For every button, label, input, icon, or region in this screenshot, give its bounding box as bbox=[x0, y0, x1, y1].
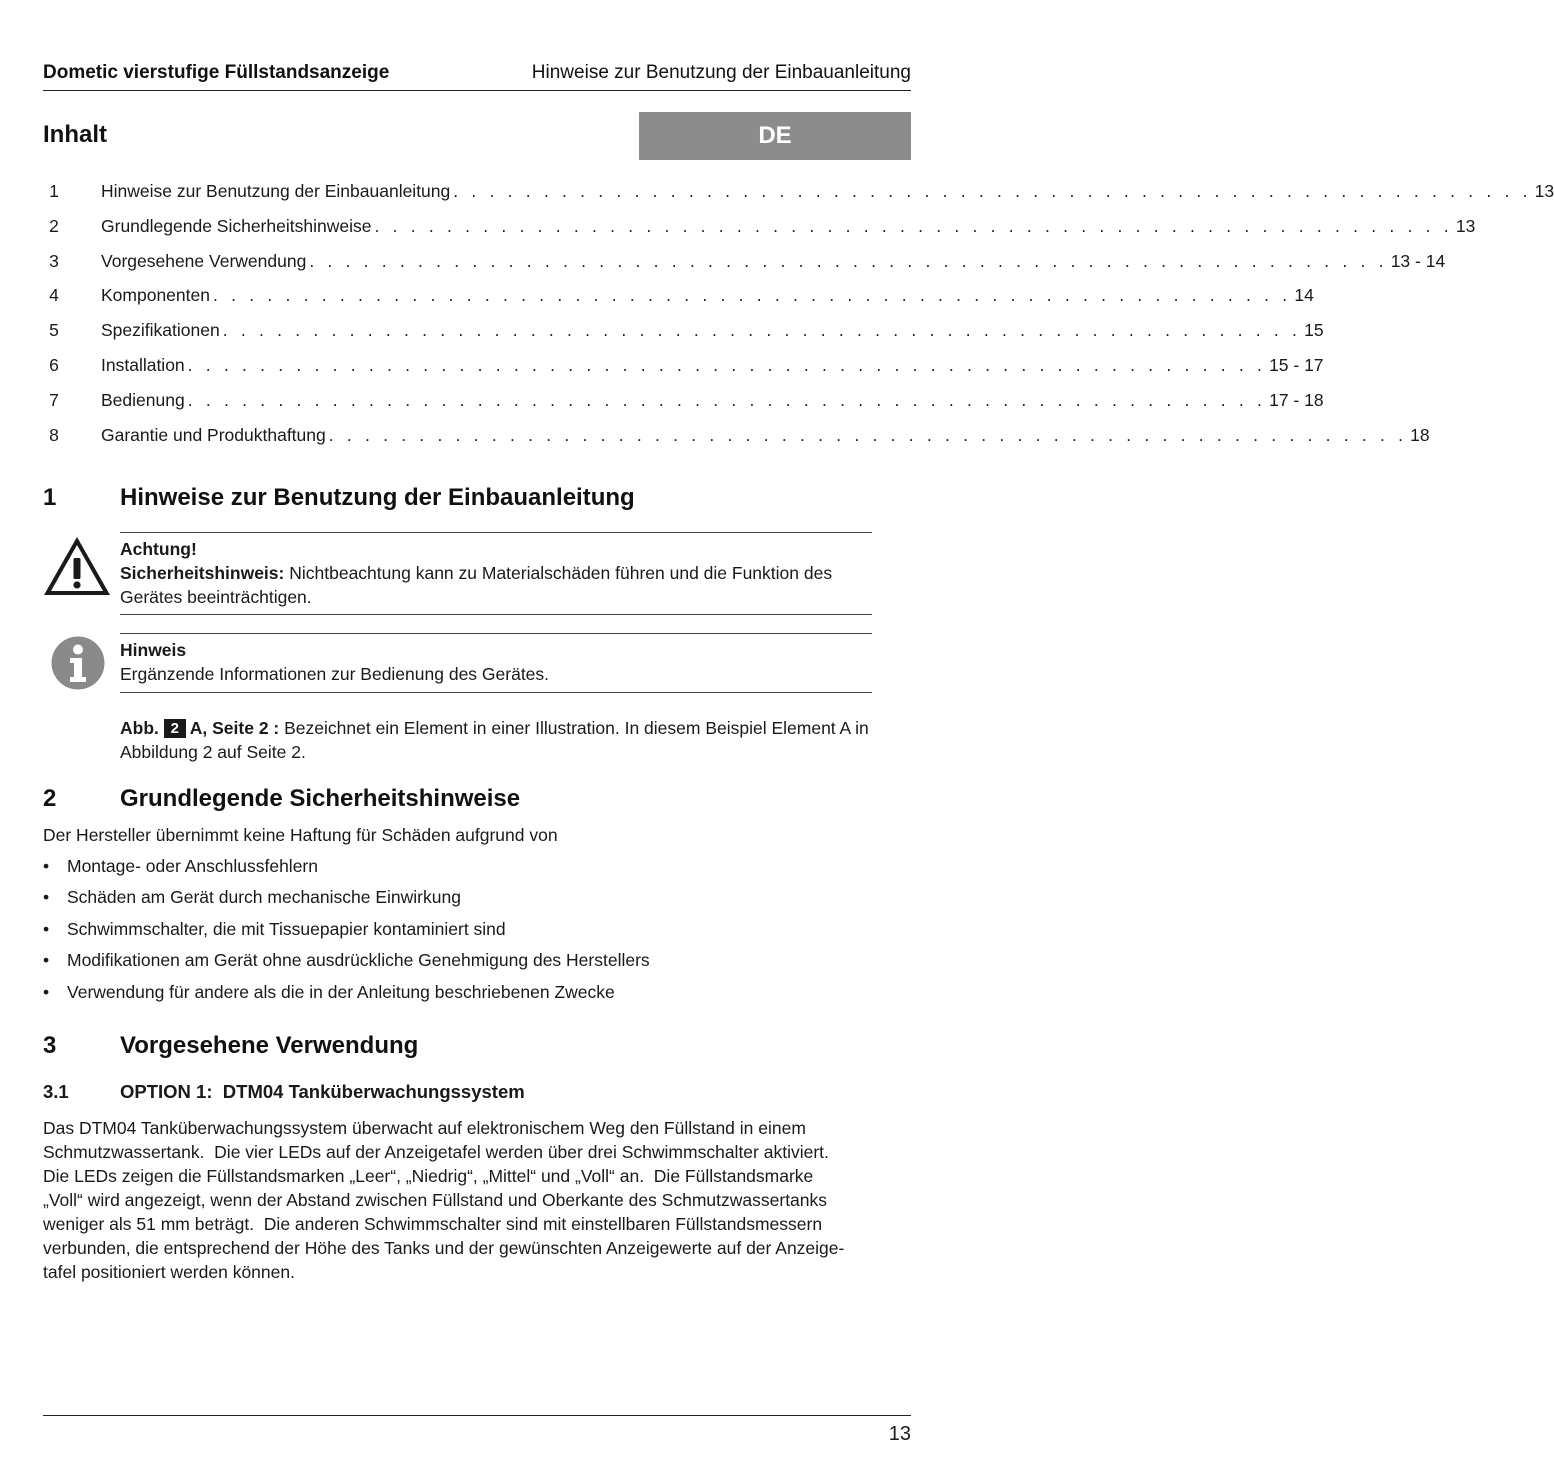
note-bottom-rule bbox=[120, 692, 872, 693]
toc-title: Installation bbox=[101, 354, 185, 375]
warning-title: Achtung! bbox=[120, 539, 197, 559]
toc-leader: . . . . . . . . . . . . . . . . . . . . . . . . . . . . . . . . . . . . . . . . . . . . . . . . . . . . . . . . . . . . bbox=[453, 181, 1532, 201]
toc-row[interactable] bbox=[43, 385, 1324, 420]
toc-page: 15 - 17 bbox=[1269, 354, 1324, 375]
toc-number: 1 bbox=[49, 181, 59, 201]
list-item: • Modifikationen am Gerät ohne ausdrückliche Genehmigung des Herstellers bbox=[43, 946, 903, 977]
page-number: 13 bbox=[888, 1423, 911, 1445]
toc-leader: . . . . . . . . . . . . . . . . . . . . . . . . . . . . . . . . . . . . . . . . . . . . . . . . . . . . . . . . . . . . bbox=[374, 215, 1453, 236]
section-title: Hinweise zur Benutzung der Einbauanleitung bbox=[120, 484, 635, 511]
list-item: • Schwimmschalter, die mit Tissuepapier kontaminiert sind bbox=[43, 915, 903, 946]
toc-page: 13 bbox=[1534, 181, 1554, 201]
subsection-3-1-heading bbox=[43, 1080, 903, 1104]
warning-bottom-rule bbox=[120, 614, 872, 615]
toc-page: 15 bbox=[1304, 320, 1324, 341]
toc-leader: . . . . . . . . . . . . . . . . . . . . . . . . . . . . . . . . . . . . . . . . . . . . . . . . . . . . . . . . . . . . bbox=[222, 320, 1302, 341]
toc-page: 13 - 14 bbox=[1390, 250, 1446, 271]
toc-row[interactable] bbox=[43, 211, 1476, 246]
toc-title: Bedienung bbox=[101, 389, 185, 410]
toc-row[interactable] bbox=[43, 420, 1430, 455]
language-tab: DE bbox=[639, 112, 911, 160]
toc-row[interactable] bbox=[43, 280, 1314, 315]
section-number: 2 bbox=[43, 785, 57, 812]
document-title: Dometic vierstufige Füllstandsanzeige bbox=[43, 62, 390, 83]
warning-label: Sicherheitshinweis: bbox=[120, 563, 285, 583]
table-of-contents bbox=[43, 176, 1554, 454]
toc-leader: . . . . . . . . . . . . . . . . . . . . . . . . . . . . . . . . . . . . . . . . . . . . . . . . . . . . . . . . . . . . bbox=[328, 424, 1408, 445]
toc-page: 18 bbox=[1410, 424, 1430, 445]
figure-ref-text: Bezeichnet ein Element in einer Illustration. In diesem Beispiel Element A in Abbildung 2 auf Seite 2. bbox=[120, 718, 869, 762]
toc-row[interactable] bbox=[43, 350, 1324, 385]
toc-heading: Inhalt bbox=[43, 121, 107, 148]
subsection-title: OPTION 1: DTM04 Tanküberwachungssystem bbox=[120, 1081, 525, 1102]
toc-number: 7 bbox=[49, 389, 59, 410]
running-header-section: Hinweise zur Benutzung der Einbauanleitung bbox=[531, 62, 911, 83]
section-1-heading bbox=[43, 483, 903, 513]
paragraph-line: tafel positioniert werden können. bbox=[43, 1262, 295, 1282]
note-text: Ergänzende Informationen zur Bedienung des Gerätes. bbox=[120, 664, 550, 684]
footer-divider bbox=[43, 1415, 911, 1416]
toc-number: 8 bbox=[49, 424, 59, 445]
toc-page: 13 bbox=[1455, 215, 1476, 236]
list-item: • Schäden am Gerät durch mechanische Einwirkung bbox=[43, 883, 903, 914]
toc-title: Hinweise zur Benutzung der Einbauanleitung bbox=[101, 181, 451, 201]
figure-number-badge: 2 bbox=[164, 719, 186, 738]
figure-ref-target: A, Seite 2 : bbox=[189, 718, 280, 738]
toc-number: 3 bbox=[49, 250, 59, 271]
toc-number: 2 bbox=[49, 215, 59, 236]
section-title: Vorgesehene Verwendung bbox=[120, 1032, 419, 1059]
section-title: Grundlegende Sicherheitshinweise bbox=[120, 785, 521, 812]
figure-reference bbox=[120, 716, 880, 764]
toc-row[interactable] bbox=[43, 246, 1446, 281]
toc-number: 5 bbox=[49, 320, 59, 341]
warning-text: Nichtbeachtung kann zu Materialschäden führen und die Funktion des Gerätes beeinträchtigen. bbox=[120, 563, 833, 607]
toc-title: Garantie und Produkthaftung bbox=[101, 424, 326, 445]
section-3-paragraph bbox=[43, 1116, 923, 1284]
header-divider bbox=[43, 90, 911, 91]
figure-ref-label: Abb. bbox=[120, 718, 159, 738]
paragraph-line: verbunden, die entsprechend der Höhe des Tanks und der gewünschten Anzeigewerte auf der Anzeige- bbox=[43, 1238, 845, 1258]
paragraph-line: Schmutzwassertank. Die vier LEDs auf der Anzeigetafel werden über drei Schwimmschalter aktiviert. bbox=[43, 1142, 829, 1162]
toc-leader: . . . . . . . . . . . . . . . . . . . . . . . . . . . . . . . . . . . . . . . . . . . . . . . . . . . . . . . . . . . . bbox=[187, 389, 1267, 410]
paragraph-line: „Voll“ wird angezeigt, wenn der Abstand zwischen Füllstand und Oberkante des Schmutzwassertanks bbox=[43, 1190, 828, 1210]
toc-title: Komponenten bbox=[101, 285, 210, 306]
warning-triangle-icon bbox=[42, 534, 112, 598]
paragraph-line: weniger als 51 mm beträgt. Die anderen Schwimmschalter sind mit einstellbaren Füllstandsmessern bbox=[43, 1214, 823, 1234]
paragraph-line: Die LEDs zeigen die Füllstandsmarken „Leer“, „Niedrig“, „Mittel“ und „Voll“ an. Die Füllstandsmarke bbox=[43, 1166, 814, 1186]
section-3-heading bbox=[43, 1031, 903, 1061]
section-number: 1 bbox=[43, 484, 57, 511]
toc-leader: . . . . . . . . . . . . . . . . . . . . . . . . . . . . . . . . . . . . . . . . . . . . . . . . . . . . . . . . . . . . bbox=[187, 354, 1267, 375]
toc-leader: . . . . . . . . . . . . . . . . . . . . . . . . . . . . . . . . . . . . . . . . . . . . . . . . . . . . . . . . . . . . bbox=[309, 250, 1388, 271]
toc-leader: . . . . . . . . . . . . . . . . . . . . . . . . . . . . . . . . . . . . . . . . . . . . . . . . . . . . . . . . . . . . bbox=[212, 285, 1292, 306]
section-2-intro: Der Hersteller übernimmt keine Haftung für Schäden aufgrund von bbox=[43, 825, 558, 845]
section-number: 3 bbox=[43, 1032, 57, 1059]
note-box bbox=[120, 638, 880, 686]
toc-title: Spezifikationen bbox=[101, 320, 220, 341]
warning-box bbox=[120, 537, 880, 609]
warning-top-rule bbox=[120, 532, 872, 533]
note-top-rule bbox=[120, 633, 872, 634]
list-item: • Montage- oder Anschlussfehlern bbox=[43, 852, 903, 883]
toc-number: 6 bbox=[49, 354, 59, 375]
toc-row[interactable] bbox=[43, 176, 1554, 211]
paragraph-line: Das DTM04 Tanküberwachungssystem überwacht auf elektronischem Weg den Füllstand in einem bbox=[43, 1118, 806, 1138]
list-item: • Verwendung für andere als die in der Anleitung beschriebenen Zwecke bbox=[43, 978, 903, 1009]
toc-title: Grundlegende Sicherheitshinweise bbox=[101, 215, 372, 236]
toc-page: 17 - 18 bbox=[1269, 389, 1324, 410]
section-2-heading bbox=[43, 784, 903, 814]
toc-page: 14 bbox=[1294, 285, 1314, 306]
bullet-list bbox=[43, 852, 903, 1009]
toc-title: Vorgesehene Verwendung bbox=[101, 250, 307, 271]
info-icon bbox=[50, 635, 106, 691]
subsection-number: 3.1 bbox=[43, 1081, 69, 1102]
note-title: Hinweis bbox=[120, 640, 187, 660]
toc-row[interactable] bbox=[43, 315, 1324, 350]
toc-number: 4 bbox=[49, 285, 59, 306]
